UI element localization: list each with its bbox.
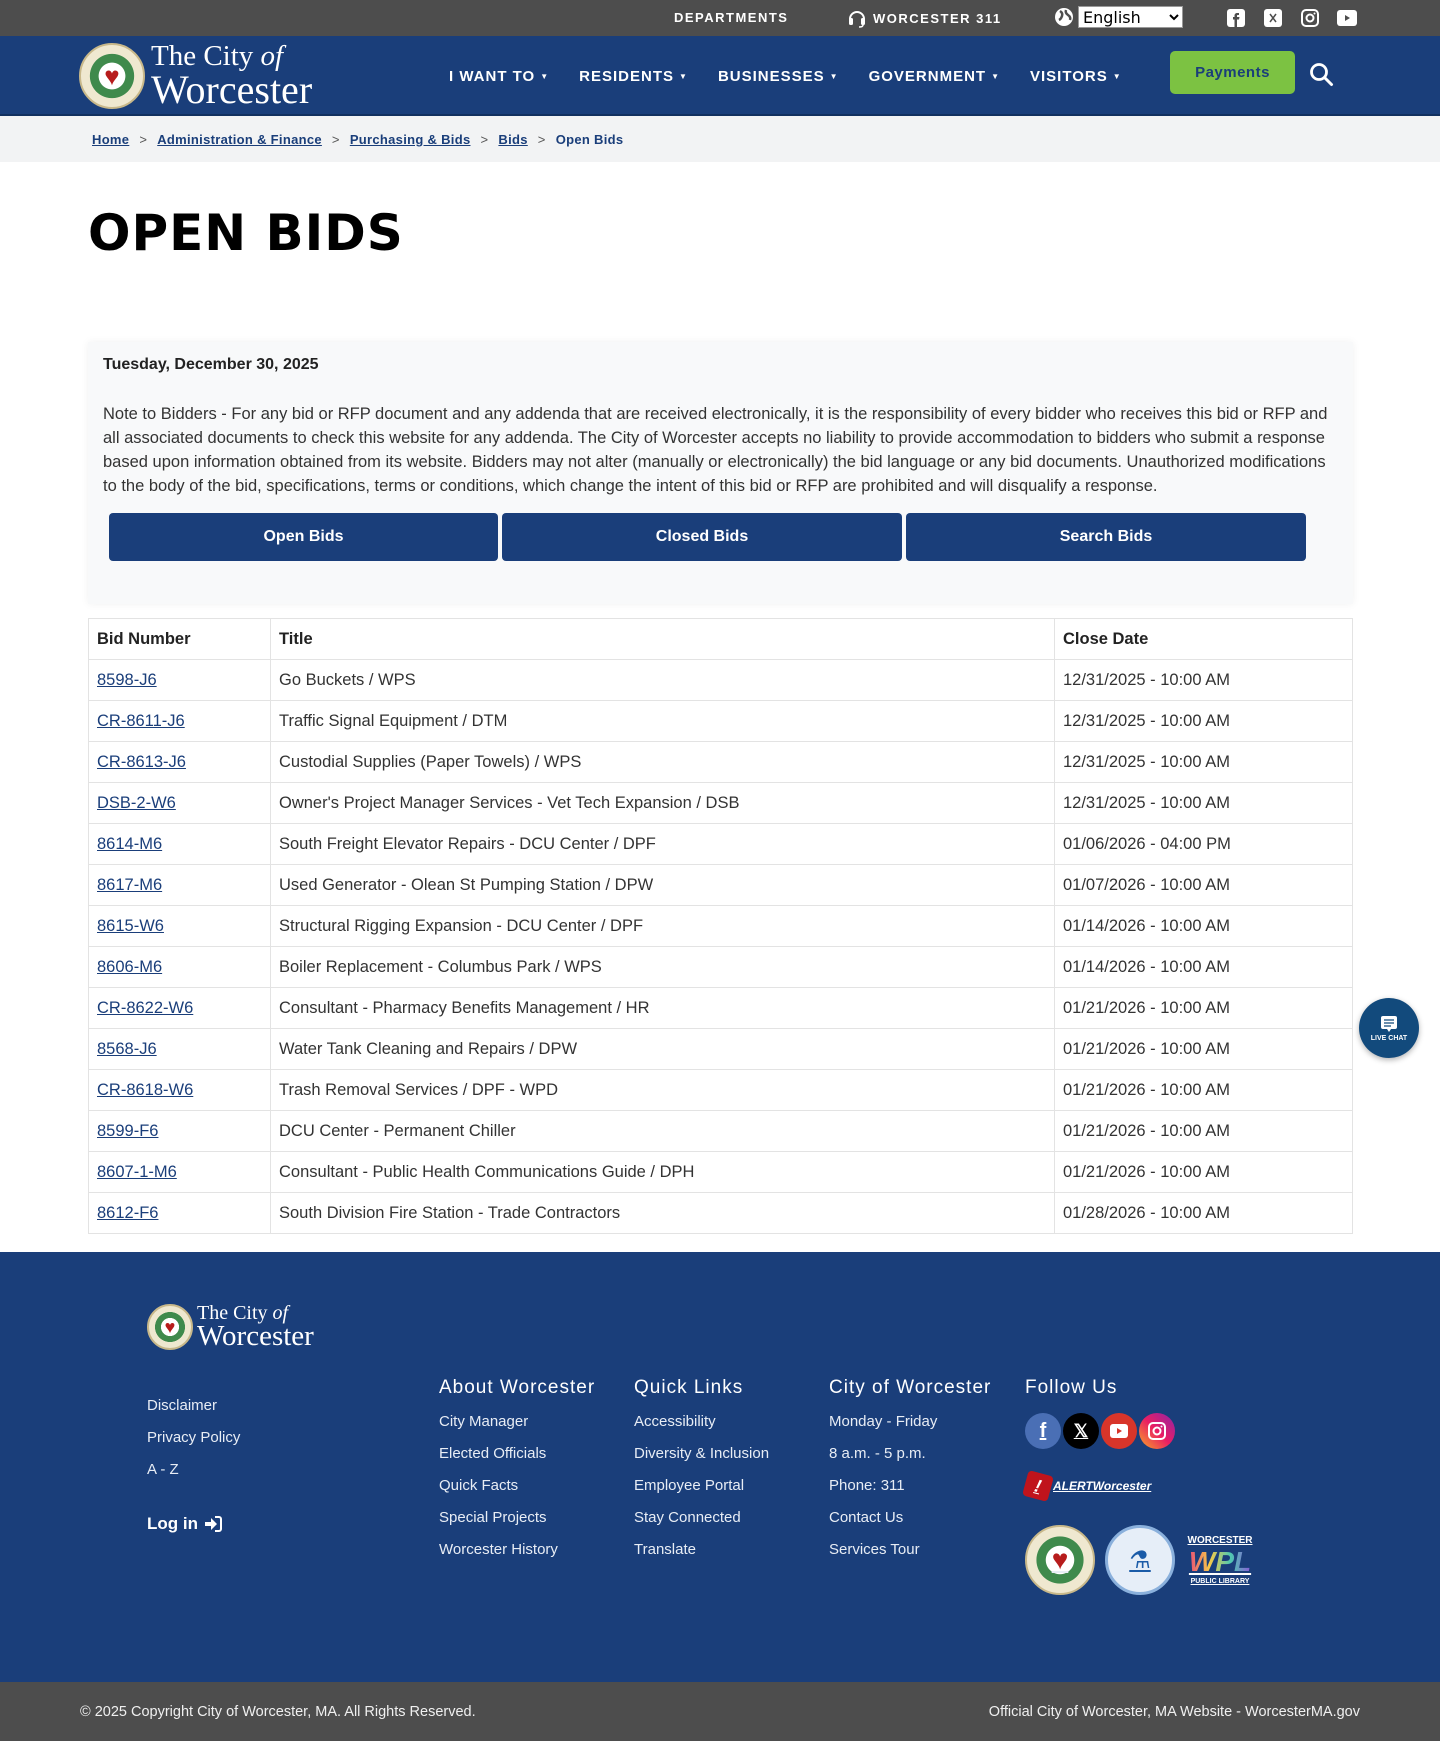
- public-schools-icon[interactable]: ⚗: [1105, 1525, 1175, 1595]
- caret-down-icon: ▼: [679, 71, 688, 81]
- login-label: Log in: [147, 1514, 198, 1533]
- breadcrumb-separator: >: [537, 131, 546, 147]
- caret-down-icon: ▼: [1112, 71, 1122, 81]
- language-select[interactable]: [1078, 6, 1183, 28]
- bid-title-cell: Trash Removal Services / DPF - WPD: [271, 1070, 1055, 1111]
- footer-logo[interactable]: [147, 1304, 314, 1351]
- chat-bubble-icon: [1380, 1015, 1398, 1033]
- bid-number-link[interactable]: 8617-M6: [97, 875, 163, 894]
- bidder-notice-panel: [88, 342, 1353, 604]
- bid-title-cell: Traffic Signal Equipment / DTM: [271, 701, 1055, 742]
- footer-link-worcester-history[interactable]: Worcester History: [439, 1541, 558, 1558]
- bid-title-cell: South Freight Elevator Repairs - DCU Center / DPF: [271, 824, 1055, 865]
- bid-number-cell: [89, 865, 271, 906]
- breadcrumb: [0, 116, 1440, 162]
- nav-businesses[interactable]: BUSINESSES ▼: [717, 67, 839, 85]
- bid-number-link[interactable]: 8607-1-M6: [97, 1162, 177, 1181]
- close-date-cell: 12/31/2025 - 10:00 AM: [1055, 660, 1353, 701]
- footer-link-quick-facts[interactable]: Quick Facts: [439, 1477, 519, 1494]
- footer-link-stay-connected[interactable]: Stay Connected: [634, 1509, 741, 1526]
- close-date-cell: 01/21/2026 - 10:00 AM: [1055, 1070, 1353, 1111]
- column-header-title: Title: [271, 619, 1055, 660]
- footer-col-heading: City of Worcester: [829, 1377, 992, 1398]
- bid-number-cell: [89, 1111, 271, 1152]
- copyright-bar: [0, 1682, 1440, 1741]
- footer-social-links: [1025, 1413, 1255, 1449]
- bid-number-link[interactable]: 8606-M6: [97, 957, 163, 976]
- table-row: [89, 865, 1353, 906]
- facebook-icon[interactable]: [1226, 8, 1246, 28]
- table-row: [89, 906, 1353, 947]
- utility-social-links: [1226, 8, 1357, 28]
- breadcrumb-purchasing-bids[interactable]: Purchasing & Bids: [349, 131, 471, 147]
- closed-bids-button[interactable]: Closed Bids: [502, 513, 902, 561]
- bid-title-cell: Go Buckets / WPS: [271, 660, 1055, 701]
- login-link[interactable]: [147, 1514, 222, 1534]
- footer-col-quick-links: [634, 1377, 769, 1558]
- bid-number-cell: [89, 1193, 271, 1234]
- bid-number-link[interactable]: 8615-W6: [97, 916, 164, 935]
- language-picker: [1054, 6, 1183, 28]
- bid-number-link[interactable]: 8568-J6: [97, 1039, 157, 1058]
- office-days: Monday - Friday: [829, 1413, 938, 1430]
- footer-col-about: [439, 1377, 595, 1558]
- close-date-cell: 01/06/2026 - 04:00 PM: [1055, 824, 1353, 865]
- city-logo[interactable]: [79, 40, 313, 112]
- bid-title-cell: Owner's Project Manager Services - Vet Tech Expansion / DSB: [271, 783, 1055, 824]
- close-date-cell: 01/28/2026 - 10:00 AM: [1055, 1193, 1353, 1234]
- bid-number-link[interactable]: CR-8622-W6: [97, 998, 194, 1017]
- caret-down-icon: ▼: [991, 71, 1000, 81]
- live-chat-label: LIVE CHAT: [1370, 1034, 1408, 1042]
- footer-legal-links: [147, 1397, 240, 1478]
- breadcrumb-admin-finance[interactable]: Administration & Finance: [157, 131, 322, 147]
- footer-col-follow-us: [1025, 1377, 1255, 1597]
- open-bids-button[interactable]: Open Bids: [109, 513, 498, 561]
- bid-filter-buttons: [103, 513, 1338, 561]
- disclaimer-link[interactable]: Disclaimer: [147, 1397, 218, 1414]
- office-hours: 8 a.m. - 5 p.m.: [829, 1445, 926, 1462]
- bid-number-link[interactable]: CR-8611-J6: [97, 711, 185, 730]
- breadcrumb-current: Open Bids: [555, 131, 624, 147]
- youtube-icon[interactable]: [1101, 1413, 1137, 1449]
- breadcrumb-bids[interactable]: Bids: [498, 131, 528, 147]
- nav-i-want-to[interactable]: I WANT TO ▼: [449, 67, 550, 85]
- table-row: [89, 660, 1353, 701]
- facebook-icon[interactable]: f: [1025, 1413, 1061, 1449]
- table-row: [89, 1070, 1353, 1111]
- footer-link-elected-officials[interactable]: Elected Officials: [439, 1445, 547, 1462]
- footer-link-services-tour[interactable]: Services Tour: [829, 1541, 920, 1558]
- search-button[interactable]: [1308, 62, 1336, 90]
- column-header-close-date: Close Date: [1055, 619, 1353, 660]
- bid-title-cell: Consultant - Pharmacy Benefits Management / HR: [271, 988, 1055, 1029]
- close-date-cell: 01/14/2026 - 10:00 AM: [1055, 947, 1353, 988]
- bid-title-cell: South Division Fire Station - Trade Contractors: [271, 1193, 1055, 1234]
- x-twitter-icon[interactable]: [1263, 8, 1283, 28]
- youtube-icon[interactable]: [1337, 8, 1357, 28]
- a-z-link[interactable]: A - Z: [147, 1461, 179, 1478]
- bid-number-link[interactable]: CR-8613-J6: [97, 752, 186, 771]
- column-header-bid-number: Bid Number: [89, 619, 271, 660]
- copyright-text: © 2025 Copyright City of Worcester, MA. All Rights Reserved.: [80, 1703, 476, 1720]
- bid-number-cell: [89, 701, 271, 742]
- close-date-cell: 12/31/2025 - 10:00 AM: [1055, 783, 1353, 824]
- table-row: [89, 701, 1353, 742]
- open-bids-table: [88, 618, 1353, 1234]
- public-library-logo[interactable]: WORCESTER WPL PUBLIC LIBRARY: [1187, 1535, 1253, 1585]
- table-row: [89, 1111, 1353, 1152]
- office-phone: Phone: 311: [829, 1477, 905, 1494]
- bid-title-cell: Used Generator - Olean St Pumping Station / DPW: [271, 865, 1055, 906]
- close-date-cell: 01/07/2026 - 10:00 AM: [1055, 865, 1353, 906]
- headset-icon: [847, 8, 867, 28]
- city-seal-icon[interactable]: ♥: [1025, 1525, 1095, 1595]
- alert-worcester-link[interactable]: [1025, 1473, 1255, 1499]
- table-row: [89, 824, 1353, 865]
- bid-number-cell: [89, 1070, 271, 1111]
- current-date: Tuesday, December 30, 2025: [103, 356, 319, 373]
- footer-col-heading: Follow Us: [1025, 1377, 1118, 1398]
- close-date-cell: 12/31/2025 - 10:00 AM: [1055, 742, 1353, 783]
- bid-number-cell: [89, 906, 271, 947]
- bid-title-cell: DCU Center - Permanent Chiller: [271, 1111, 1055, 1152]
- city-seal-icon: ♥: [147, 1304, 193, 1350]
- bid-title-cell: Custodial Supplies (Paper Towels) / WPS: [271, 742, 1055, 783]
- city-seal-icon: ♥: [79, 43, 145, 109]
- nav-government[interactable]: GOVERNMENT ▼: [868, 67, 1000, 85]
- nav-residents[interactable]: RESIDENTS ▼: [579, 67, 688, 85]
- site-header: [0, 36, 1440, 116]
- partner-logos: [1025, 1523, 1255, 1597]
- table-row: [89, 1152, 1353, 1193]
- sign-in-icon: [204, 1516, 222, 1532]
- footer-col-heading: About Worcester: [439, 1377, 596, 1398]
- instagram-icon[interactable]: [1139, 1413, 1175, 1449]
- bid-number-cell: [89, 988, 271, 1029]
- footer-link-city-manager[interactable]: City Manager: [439, 1413, 529, 1430]
- close-date-cell: 12/31/2025 - 10:00 AM: [1055, 701, 1353, 742]
- x-twitter-icon[interactable]: 𝕏: [1063, 1413, 1099, 1449]
- globe-icon: [1054, 7, 1074, 27]
- notice-to-bidders: Note to Bidders - For any bid or RFP document and any addenda that are received electronically, it is the responsibility of every bidder who receives this bid or RFP and all associated documents to check this website for any addenda. The City of Worcester accepts no liability to provide accommodation to bidders who submit a response based upon information obtained from its website. Bidders may not alter (manually or electronically) the bid language or any bid documents. Unauthorized modifications to the body of the bid, specifications, terms or conditions, which change the intent of this bid or RFP are prohibited and will disqualify a response.: [103, 405, 1328, 495]
- bid-title-cell: Boiler Replacement - Columbus Park / WPS: [271, 947, 1055, 988]
- bid-number-link[interactable]: DSB-2-W6: [97, 793, 176, 812]
- alert-icon: !: [1022, 1470, 1054, 1502]
- bid-number-link[interactable]: CR-8618-W6: [97, 1080, 194, 1099]
- main-nav: [449, 36, 1122, 116]
- live-chat-button[interactable]: [1359, 998, 1419, 1058]
- footer-link-translate[interactable]: Translate: [634, 1541, 696, 1558]
- bid-number-link[interactable]: 8612-F6: [97, 1203, 159, 1222]
- bid-number-cell: [89, 660, 271, 701]
- bid-number-link[interactable]: 8599-F6: [97, 1121, 159, 1140]
- bid-number-link[interactable]: 8614-M6: [97, 834, 163, 853]
- search-icon: [1309, 62, 1335, 88]
- bid-number-cell: [89, 742, 271, 783]
- close-date-cell: 01/14/2026 - 10:00 AM: [1055, 906, 1353, 947]
- table-header-row: [89, 619, 1353, 660]
- bid-number-link[interactable]: 8598-J6: [97, 670, 157, 689]
- table-row: [89, 947, 1353, 988]
- official-site-text: Official City of Worcester, MA Website - WorcesterMA.gov: [988, 1703, 1360, 1720]
- caret-down-icon: ▼: [829, 71, 839, 81]
- payments-button[interactable]: Payments: [1170, 51, 1295, 94]
- nav-visitors[interactable]: VISITORS ▼: [1030, 67, 1122, 85]
- bid-title-cell: Consultant - Public Health Communications Guide / DPH: [271, 1152, 1055, 1193]
- close-date-cell: 01/21/2026 - 10:00 AM: [1055, 1029, 1353, 1070]
- search-bids-button[interactable]: Search Bids: [906, 513, 1306, 561]
- table-row: [89, 783, 1353, 824]
- table-row: [89, 1029, 1353, 1070]
- close-date-cell: 01/21/2026 - 10:00 AM: [1055, 988, 1353, 1029]
- breadcrumb-separator: >: [480, 131, 489, 147]
- footer-link-diversity-inclusion[interactable]: Diversity & Inclusion: [634, 1445, 770, 1462]
- alert-worcester-label: ALERTWorcester: [1053, 1479, 1152, 1493]
- logo-wordmark: The City of Worcester: [151, 40, 313, 112]
- site-footer: [0, 1252, 1440, 1682]
- breadcrumb-separator: >: [139, 131, 148, 147]
- footer-link-special-projects[interactable]: Special Projects: [439, 1509, 547, 1526]
- footer-link-contact-us[interactable]: Contact Us: [829, 1509, 904, 1526]
- breadcrumb-separator: >: [331, 131, 340, 147]
- instagram-icon[interactable]: [1300, 8, 1320, 28]
- footer-link-accessibility[interactable]: Accessibility: [634, 1413, 716, 1430]
- bid-title-cell: Structural Rigging Expansion - DCU Center / DPF: [271, 906, 1055, 947]
- bid-number-cell: [89, 1152, 271, 1193]
- footer-link-employee-portal[interactable]: Employee Portal: [634, 1477, 745, 1494]
- page-title: OPEN BIDS: [88, 204, 404, 262]
- table-row: [89, 988, 1353, 1029]
- bid-number-cell: [89, 1029, 271, 1070]
- bid-title-cell: Water Tank Cleaning and Repairs / DPW: [271, 1029, 1055, 1070]
- footer-logo-wordmark: The City of Worcester: [197, 1302, 314, 1352]
- table-row: [89, 742, 1353, 783]
- bid-number-cell: [89, 947, 271, 988]
- worcester-311-link[interactable]: [847, 8, 1002, 28]
- departments-link[interactable]: DEPARTMENTS: [674, 10, 789, 25]
- worcester-311-label: WORCESTER 311: [873, 10, 1002, 26]
- main-content: [0, 162, 1440, 1252]
- privacy-policy-link[interactable]: Privacy Policy: [147, 1429, 241, 1446]
- bid-number-cell: [89, 783, 271, 824]
- footer-col-heading: Quick Links: [634, 1377, 744, 1398]
- close-date-cell: 01/21/2026 - 10:00 AM: [1055, 1111, 1353, 1152]
- bid-number-cell: [89, 824, 271, 865]
- table-row: [89, 1193, 1353, 1234]
- close-date-cell: 01/21/2026 - 10:00 AM: [1055, 1152, 1353, 1193]
- breadcrumb-home[interactable]: Home: [92, 131, 130, 147]
- utility-bar: [0, 0, 1440, 36]
- caret-down-icon: ▼: [540, 71, 550, 81]
- footer-col-city-info: [829, 1377, 991, 1558]
